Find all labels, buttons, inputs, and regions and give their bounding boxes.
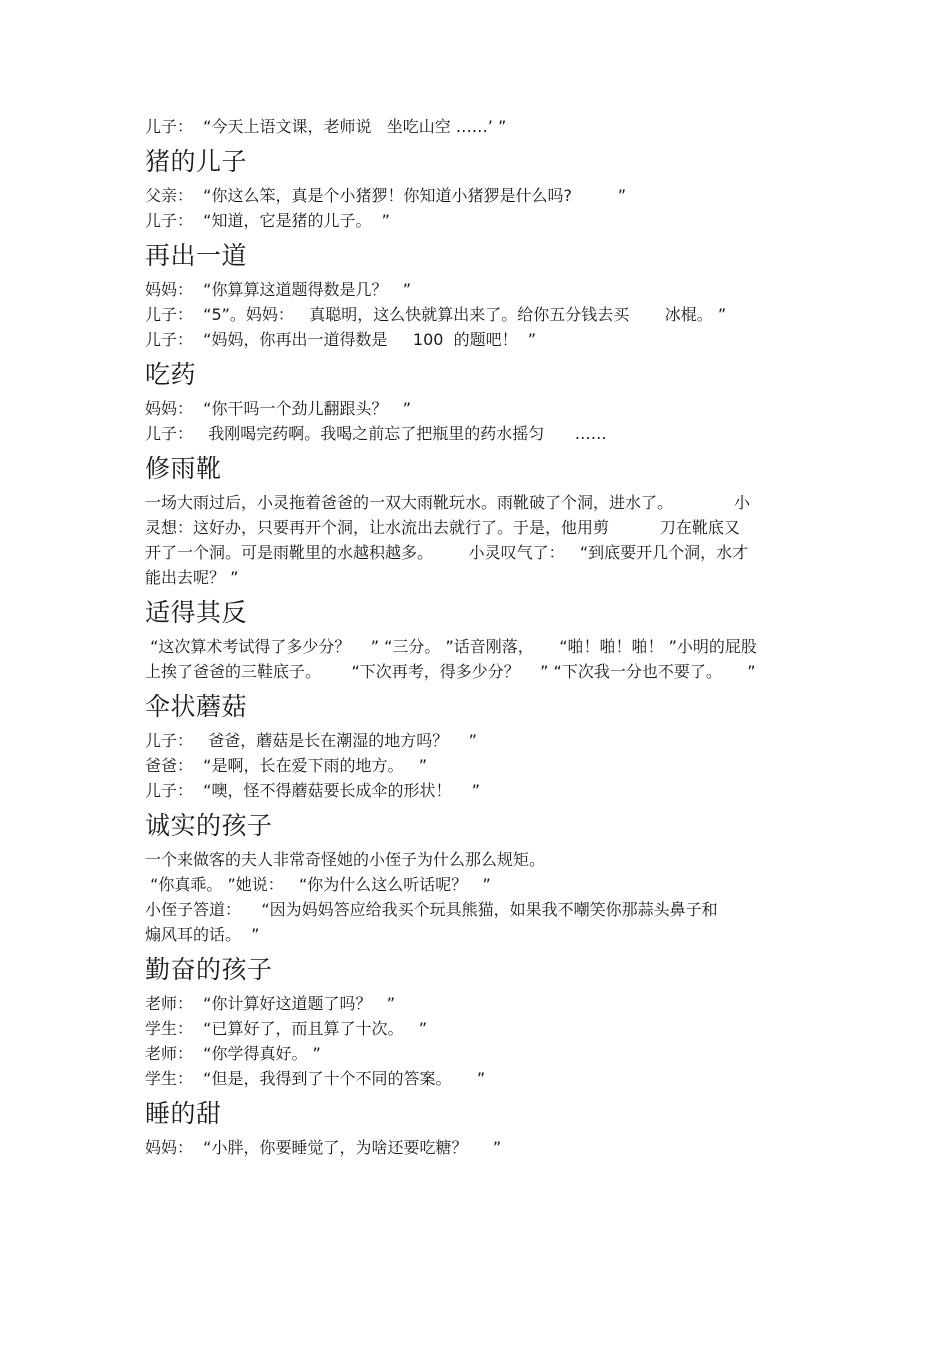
paragraph-line: 一个来做客的夫人非常奇怪她的小侄子为什么那么规矩。 bbox=[145, 850, 546, 869]
paragraph-line: 一场大雨过后，小灵拖着爸爸的一双大雨靴玩水。雨靴破了个洞，进水了。 小 bbox=[145, 493, 751, 512]
dialogue-line: 妈妈： “你干吗一个劲儿翻跟头？ ” bbox=[145, 399, 412, 418]
section-honest-child bbox=[145, 811, 805, 947]
section-medicine bbox=[145, 360, 805, 446]
dialogue-line: 妈妈： “你算算这道题得数是几？ ” bbox=[145, 280, 412, 299]
paragraph-line: 小侄子答道： “因为妈妈答应给我买个玩具熊猫，如果我不嘲笑你那蒜头鼻子和 bbox=[145, 900, 718, 919]
section-title: 猪的儿子 bbox=[145, 147, 248, 176]
dialogue-line: 爸爸： “是啊，长在爱下雨的地方。 ” bbox=[145, 756, 428, 775]
paragraph-line: “这次算术考试得了多少分？ ” “三分。 ”话音刚落， “啪！啪！啪！ ”小明的屁股 bbox=[145, 637, 757, 656]
dialogue-line: 老师： “你学得真好。 ” bbox=[145, 1044, 321, 1063]
section-title: 再出一道 bbox=[145, 241, 248, 270]
section-title: 修雨靴 bbox=[145, 454, 222, 483]
paragraph-line: 灵想：这好办，只要再开个洞，让水流出去就行了。于是，他用剪 刀在靴底又 bbox=[145, 518, 740, 537]
dialogue-line: 儿子： 我刚喝完药啊。我喝之前忘了把瓶里的药水摇匀 …… bbox=[145, 424, 607, 443]
dialogue-line: 学生： “已算好了，而且算了十次。 ” bbox=[145, 1019, 428, 1038]
dialogue-line: 儿子： “妈妈，你再出一道得数是 100 的题吧！ ” bbox=[145, 330, 537, 349]
section-backfire bbox=[145, 598, 805, 684]
section-another-one bbox=[145, 241, 805, 352]
dialogue-line: 父亲： “你这么笨，真是个小猪猡！你知道小猪猡是什么吗? ” bbox=[145, 186, 627, 205]
paragraph-line: “你真乖。 ”她说： “你为什么这么听话呢？ ” bbox=[145, 875, 491, 894]
section-title: 睡的甜 bbox=[145, 1099, 222, 1128]
section-rain-boots bbox=[145, 454, 805, 590]
intro-line: 儿子： “今天上语文课，老师说 坐吃山空 ……’ ” bbox=[145, 117, 507, 136]
dialogue-line: 儿子： 爸爸，蘑菇是长在潮湿的地方吗？ ” bbox=[145, 731, 477, 750]
paragraph-line: 煽风耳的话。 ” bbox=[145, 925, 260, 944]
section-title: 诚实的孩子 bbox=[145, 811, 273, 840]
section-title: 适得其反 bbox=[145, 598, 248, 627]
dialogue-line: 老师： “你计算好这道题了吗？ ” bbox=[145, 994, 396, 1013]
dialogue-line: 儿子： “知道，它是猪的儿子。 ” bbox=[145, 211, 390, 230]
document-page bbox=[145, 114, 805, 1160]
dialogue-line: 儿子： “5”。妈妈： 真聪明，这么快就算出来了。给你五分钱去买 冰棍。 ” bbox=[145, 305, 727, 324]
paragraph-line: 开了一个洞。可是雨靴里的水越积越多。 小灵叹气了： “到底要开几个洞，水才 bbox=[145, 543, 749, 562]
dialogue-line: 学生： “但是，我得到了十个不同的答案。 ” bbox=[145, 1069, 486, 1088]
dialogue-line: 妈妈： “小胖，你要睡觉了，为啥还要吃糖？ ” bbox=[145, 1138, 502, 1157]
section-sweet-sleep bbox=[145, 1099, 805, 1160]
section-title: 伞状蘑菇 bbox=[145, 692, 248, 721]
section-diligent-child bbox=[145, 955, 805, 1091]
section-pig-son bbox=[145, 147, 805, 233]
dialogue-line: 儿子： “噢，怪不得蘑菇要长成伞的形状！ ” bbox=[145, 781, 481, 800]
section-title: 勤奋的孩子 bbox=[145, 955, 273, 984]
paragraph-line: 上挨了爸爸的三鞋底子。 “下次再考，得多少分？ ” “下次我一分也不要了。 ” bbox=[145, 662, 756, 681]
section-title: 吃药 bbox=[145, 360, 197, 389]
paragraph-line: 能出去呢？ ” bbox=[145, 568, 239, 587]
section-umbrella-mushroom bbox=[145, 692, 805, 803]
